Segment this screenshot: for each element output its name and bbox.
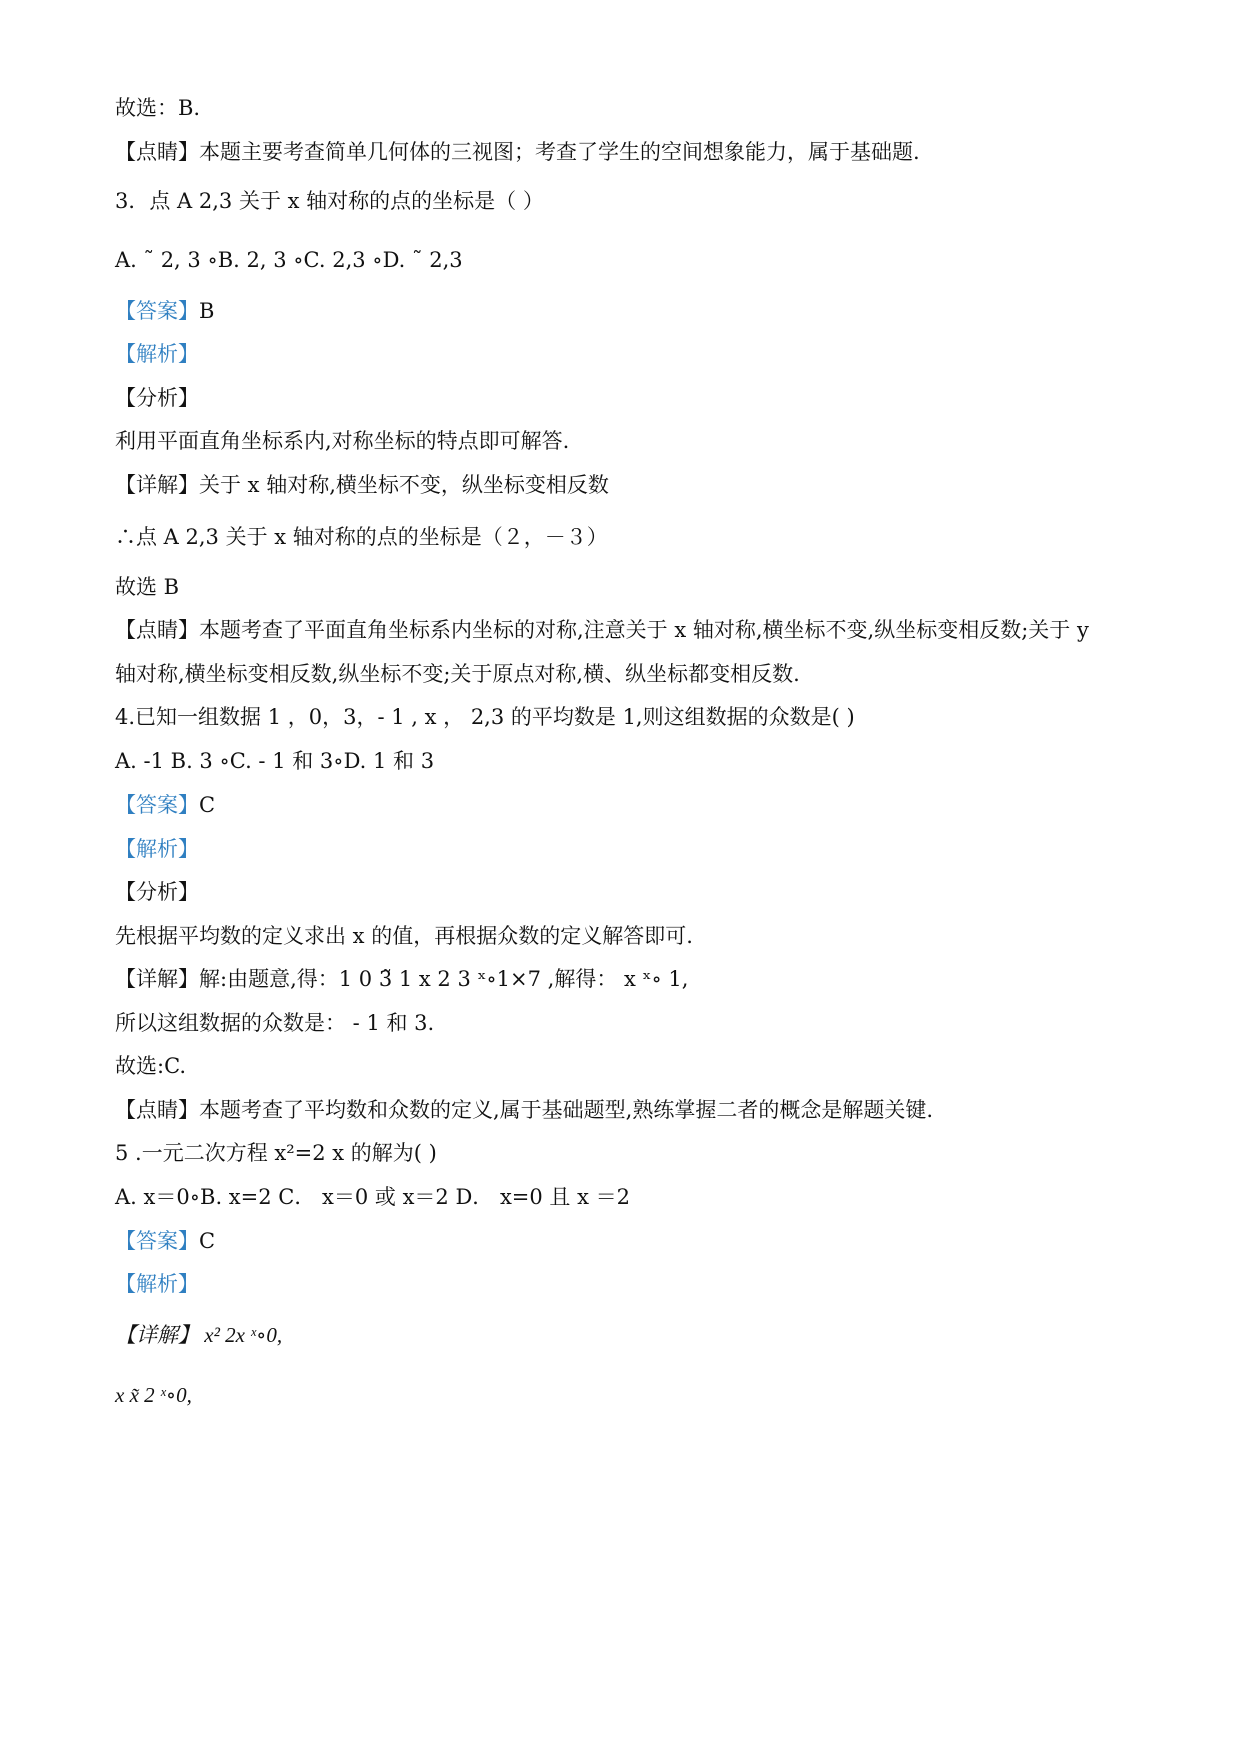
text-line: 【分析】 (115, 386, 199, 410)
question-4-options: A. -1 B. 3 ∘C. - 1 和 3∘D. 1 和 3 (115, 749, 435, 773)
text-line: 故选 B (115, 575, 180, 599)
answer-line (115, 296, 1126, 326)
answer-tag: 【答案】 (115, 793, 199, 817)
text-line: 先根据平均数的定义求出 x 的值，再根据众数的定义解答即可. (115, 924, 693, 948)
text-line: 【详解】解:由题意,得：1 0 3̃ 1 x 2 3 ˣ∘1×7 ,解得： x ˣ∘ 1, (115, 967, 689, 991)
text-line: 轴对称,横坐标变相反数,纵坐标不变;关于原点对称,横、纵坐标都变相反数. (115, 662, 800, 686)
text-line: 【详解】关于 x 轴对称,横坐标不变，纵坐标变相反数 (115, 473, 609, 497)
answer-value: B (199, 299, 215, 323)
text-line: 【点睛】本题主要考查简单几何体的三视图；考查了学生的空间想象能力，属于基础题. (115, 140, 920, 164)
text-line: 故选：B. (115, 96, 201, 120)
answer-line (115, 790, 1126, 820)
analysis-tag: 【解析】 (115, 837, 199, 861)
answer-line (115, 1226, 1126, 1256)
question-3: 3．点 A 2,3 关于 x 轴对称的点的坐标是（ ） (115, 189, 544, 213)
question-5-options: A. x＝0∘B. x=2 C． x＝0 或 x＝2 D． x=0 且 x ＝2 (115, 1185, 630, 1209)
answer-tag: 【答案】 (115, 1229, 199, 1253)
text-line: 故选:C. (115, 1054, 187, 1078)
question-5: 5 .一元二次方程 x²=2 x 的解为( ) (115, 1141, 437, 1165)
question-3-options: A. ˜ 2, 3 ∘B. 2, 3 ∘C. 2,3 ∘D. ˜ 2,3 (115, 248, 463, 272)
text-line: 【分析】 (115, 880, 199, 904)
answer-value: C (199, 1229, 216, 1253)
text-line: 【点睛】本题考查了平面直角坐标系内坐标的对称,注意关于 x 轴对称,横坐标不变,纵坐标变相反数;关于 y (115, 618, 1089, 642)
text-line: 所以这组数据的众数是： - 1 和 3. (115, 1011, 435, 1035)
question-4: 4.已知一组数据 1 ，0，3，- 1 , x ， 2,3 的平均数是 1,则这组数据的众数是( ) (115, 705, 855, 729)
analysis-tag: 【解析】 (115, 342, 199, 366)
math-line: x x̃ 2 ˣ∘0, (115, 1383, 192, 1407)
analysis-tag: 【解析】 (115, 1272, 199, 1296)
math-line: 【详解】 x² 2x ˣ∘0, (115, 1323, 283, 1347)
answer-value: C (199, 793, 216, 817)
text-line: 【点睛】本题考查了平均数和众数的定义,属于基础题型,熟练掌握二者的概念是解题关键. (115, 1098, 934, 1122)
text-line: ∴点 A 2,3 关于 x 轴对称的点的坐标是（２，－３） (115, 525, 608, 549)
answer-tag: 【答案】 (115, 299, 199, 323)
text-line: 利用平面直角坐标系内,对称坐标的特点即可解答. (115, 429, 570, 453)
